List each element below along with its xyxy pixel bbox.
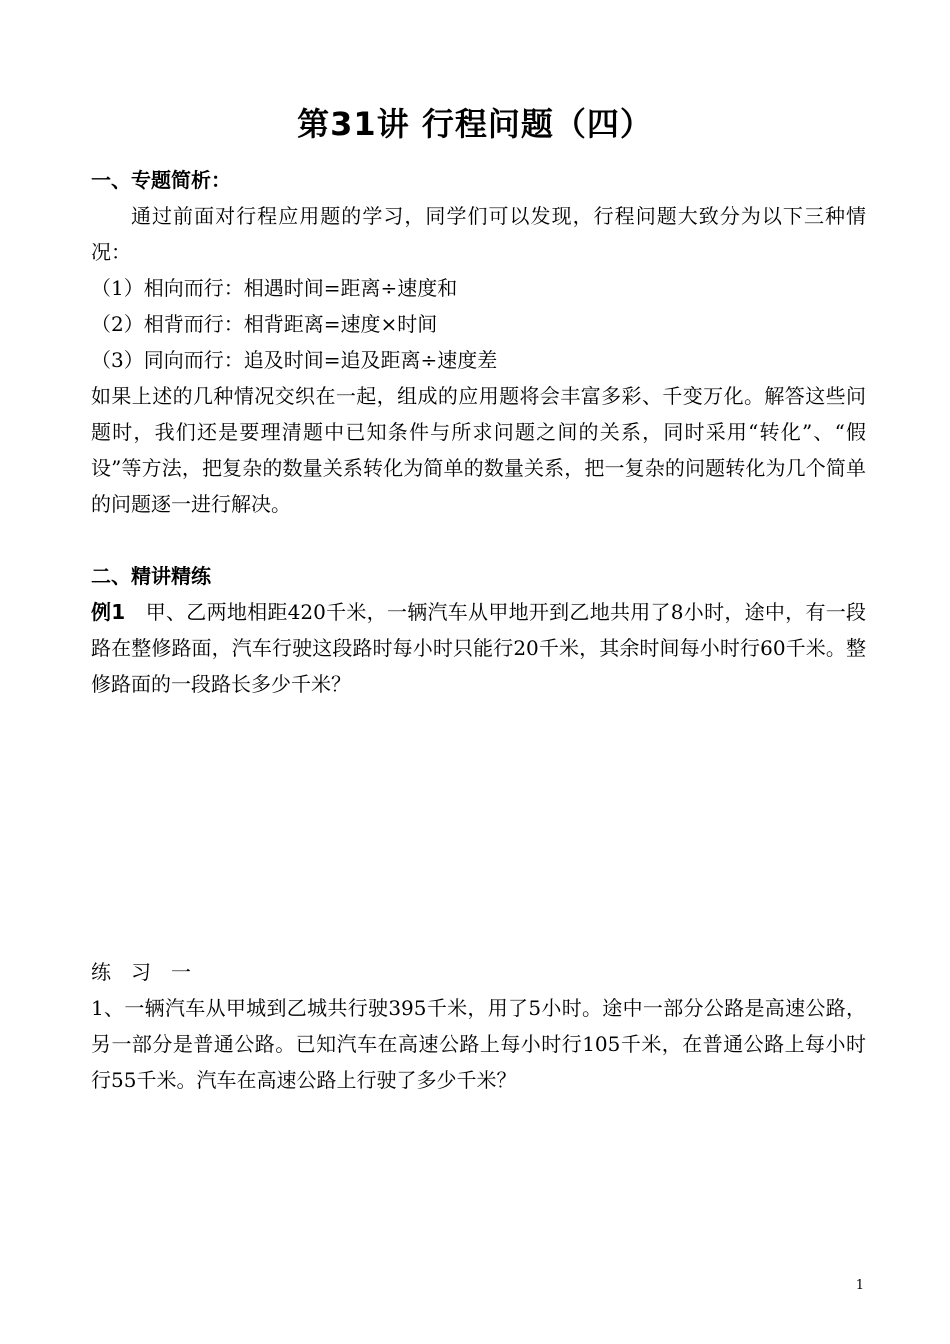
example-1-text: 甲、乙两地相距420千米，一辆汽车从甲地开到乙地共用了8小时，途中，有一段路在整修路面，汽车行驶这段路时每小时只能行20千米，其余时间每小时行60千米。整修路面的一段路长多少千米？ [91, 600, 866, 696]
document-body [91, 162, 866, 1098]
spacer [91, 522, 866, 558]
formula-line-1: （1）相向而行：相遇时间=距离÷速度和 [91, 276, 458, 300]
section-heading-overview: 一、专题简析： [91, 168, 231, 192]
formula-line-3: （3）同向而行：追及时间=追及距离÷速度差 [91, 348, 498, 372]
intro-paragraph: 通过前面对行程应用题的学习，同学们可以发现，行程问题大致分为以下三种情况： [91, 204, 866, 264]
page-number: 1 [855, 1278, 864, 1293]
page-title: 第31讲 行程问题（四） [297, 105, 653, 143]
answer-space [91, 702, 866, 954]
example-1 [91, 594, 866, 702]
example-1-label: 例1 [91, 600, 126, 624]
exercise-heading: 练习一 [91, 960, 211, 984]
exercise-problem-1: 1、一辆汽车从甲城到乙城共行驶395千米，用了5小时。途中一部分公路是高速公路，另一部分是普通公路。已知汽车在高速公路上每小时行105千米，在普通公路上每小时行55千米。汽车在高速公路上行驶了多少千米？ [91, 996, 866, 1092]
section-heading-practice: 二、精讲精练 [91, 564, 211, 588]
formula-line-2: （2）相背而行：相背距离=速度×时间 [91, 312, 438, 336]
summary-paragraph: 如果上述的几种情况交织在一起，组成的应用题将会丰富多彩、千变万化。解答这些问题时，我们还是要理清题中已知条件与所求问题之间的关系，同时采用“转化”、“假设”等方法，把复杂的数量关系转化为简单的数量关系，把一复杂的问题转化为几个简单的问题逐一进行解决。 [91, 384, 866, 516]
